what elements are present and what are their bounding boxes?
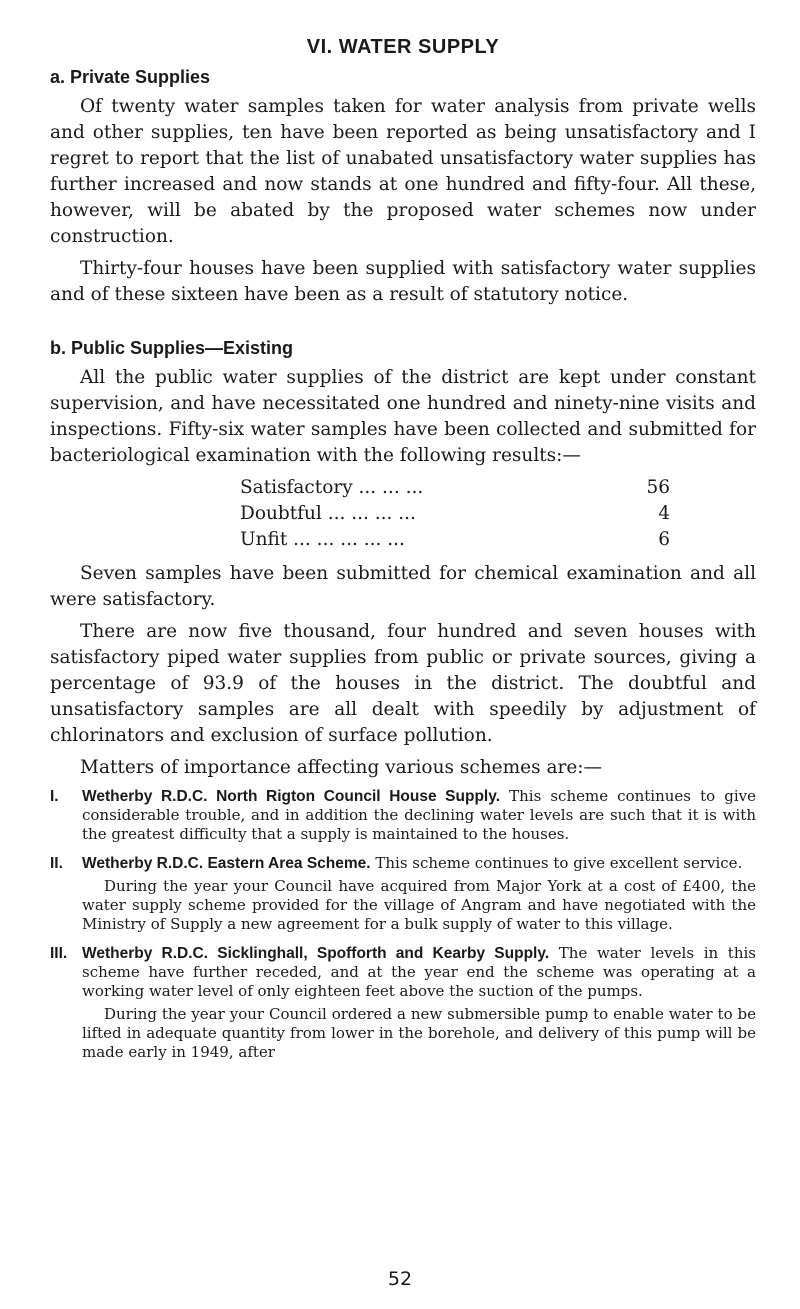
- chemical-examination-paragraph: Seven samples have been submitted for chemical examination and all were satisfactory.: [50, 563, 756, 610]
- scheme-text: The water levels in this scheme have further receded, and at the year end the scheme was operating at a working water level of only eighteen feet above the suction of the pumps.: [82, 944, 756, 1000]
- scheme-title: Wetherby R.D.C. North Rigton Council House Supply.: [82, 788, 501, 805]
- results-list: [240, 475, 670, 553]
- scheme-paragraph: [82, 787, 756, 844]
- scheme-item-3: [50, 944, 756, 1062]
- scheme-content: [82, 944, 756, 1062]
- scheme-number: III.: [50, 945, 68, 962]
- scheme-text: This scheme continues to give excellent service.: [375, 854, 743, 872]
- private-supplies-heading: a. Private Supplies: [50, 67, 211, 87]
- scheme-title: Wetherby R.D.C. Eastern Area Scheme.: [82, 855, 371, 872]
- scheme-continuation: During the year your Council have acquired from Major York at a cost of £400, the water supply scheme provided for the village of Angram and have negotiated with the Ministry of Supply a new agreement for a bulk supply of water to this village.: [82, 877, 756, 933]
- scheme-number: I.: [50, 788, 59, 805]
- result-label: Satisfactory ... ... ...: [240, 477, 424, 498]
- scheme-content: [82, 854, 756, 934]
- result-label: Doubtful ... ... ... ...: [240, 503, 416, 524]
- scheme-paragraph: [82, 944, 756, 1001]
- result-value: 6: [658, 529, 670, 550]
- page-number: 52: [387, 1268, 413, 1290]
- public-supplies-heading: b. Public Supplies—Existing: [50, 338, 294, 358]
- scheme-item-1: [50, 787, 756, 844]
- result-value: 4: [658, 503, 670, 524]
- section-title: VI. WATER SUPPLY: [306, 36, 500, 58]
- public-intro-paragraph: All the public water supplies of the district are kept under constant supervision, and have necessitated one hundred and ninety-nine visits and inspections. Fifty-six water samples have been collected and submitted for bacteriological examination with the following results:—: [50, 367, 756, 466]
- result-label: Unfit ... ... ... ... ...: [240, 529, 405, 550]
- private-paragraph-1: Of twenty water samples taken for water analysis from private wells and other supplies, ten have been reported as being unsatisfactory and I regret to report that the list of unabated unsatisfactory water supplies has further increased and now stands at one hundred and fifty-four. All these, however, will be abated by the proposed water schemes now under construction.: [50, 96, 756, 247]
- scheme-paragraph: [82, 854, 756, 873]
- result-row-doubtful: [240, 501, 670, 527]
- result-row-satisfactory: [240, 475, 670, 501]
- scheme-number: II.: [50, 855, 63, 872]
- houses-percentage-paragraph: There are now five thousand, four hundred and seven houses with satisfactory piped water supplies from public or private sources, giving a percentage of 93.9 of the houses in the district. The doubtful and unsatisfactory samples are all dealt with speedily by adjustment of chlorinators and exclusion of surface pollution.: [50, 621, 756, 746]
- result-value: 56: [646, 477, 670, 498]
- scheme-content: [82, 787, 756, 844]
- scheme-continuation: During the year your Council ordered a new submersible pump to enable water to be lifted in adequate quantity from lower in the borehole, and delivery of this pump will be made early in 1949, after: [82, 1005, 756, 1061]
- scheme-item-2: [50, 854, 756, 934]
- scheme-text: This scheme continues to give considerable trouble, and in addition the declining water levels are such that it is with the greatest difficulty that a supply is maintained to the houses.: [82, 787, 756, 843]
- scheme-title: Wetherby R.D.C. Sicklinghall, Spofforth and Kearby Supply.: [82, 945, 550, 962]
- schemes-intro-paragraph: Matters of importance affecting various schemes are:—: [80, 757, 603, 778]
- result-row-unfit: [240, 527, 670, 553]
- private-paragraph-2: Thirty-four houses have been supplied with satisfactory water supplies and of these sixteen have been as a result of statutory notice.: [50, 258, 756, 305]
- schemes-list: [50, 787, 756, 1062]
